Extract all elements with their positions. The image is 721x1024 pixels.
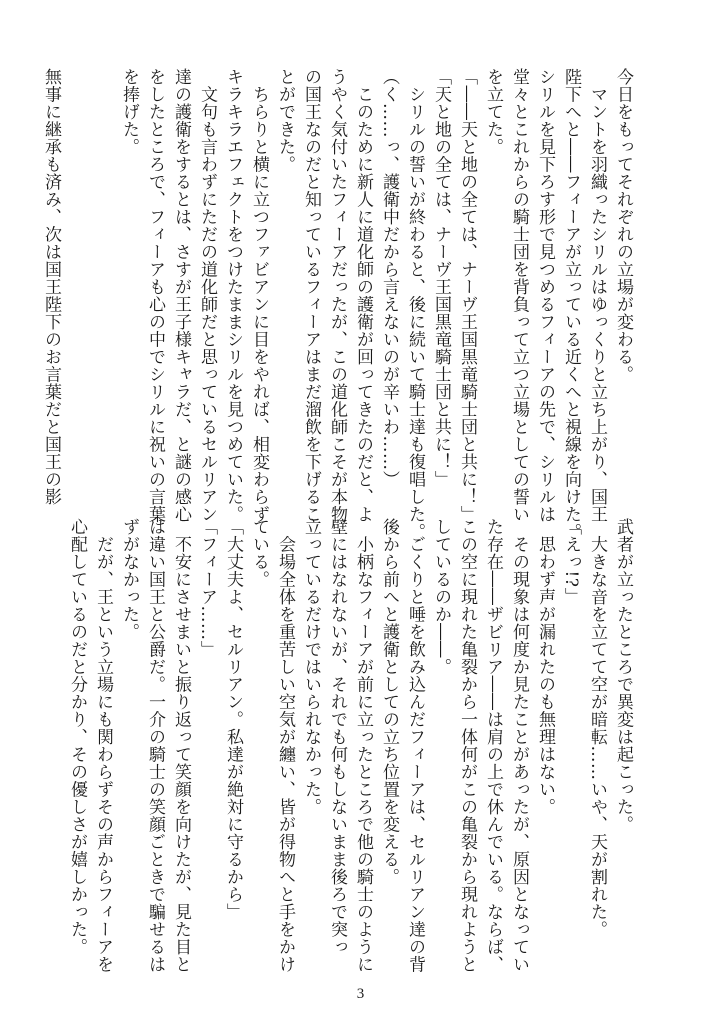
text-line: ごくりと唾を飲み込んだフィーアは、セルリアン達の背 <box>405 518 425 973</box>
text-line: この空に現れた亀裂から一体何がこの亀裂から現れようと <box>457 518 477 973</box>
text-line: た存在――ザビリア――は肩の上で休んでいる。ならば、 <box>483 518 503 973</box>
text-line: うやく気付いたフィーアだったが、この道化師こそが本物 <box>327 68 347 523</box>
text-line: 無事に継承も済み、次は国王陛下のお言葉だと国王の影 <box>41 68 61 506</box>
text-line: 思わず声が漏れたのも無理はない。 <box>535 518 555 816</box>
text-line: マントを羽織ったシリルはゆっくりと立ち上がり、国王 <box>587 68 607 523</box>
text-line: このために新人に道化師の護衛が回ってきたのだと、よ <box>353 68 373 523</box>
text-line: とができた。 <box>275 68 295 173</box>
text-line: 会場全体を重苦しい空気が纏い、皆が得物へと手をかけ <box>275 518 295 973</box>
text-line: だが、王という立場にも関わらずその声からフィーアを <box>93 518 113 973</box>
text-line: 「大丈夫よ、セルリアン。私達が絶対に守るから」 <box>223 518 243 921</box>
text-line: 壁にはなれないが、それでも何もしないまま後ろで突っ <box>327 518 347 956</box>
text-line: 不安にさせまいと振り返って笑顔を向けたが、見た目と <box>171 518 191 973</box>
text-line: 武者が立ったところで異変は起こった。 <box>613 518 633 833</box>
page-number: 3 <box>356 986 365 1002</box>
text-line: シリルを見下ろす形で見つめるフィーアの先で、シリルは <box>535 68 555 523</box>
text-line <box>90 68 116 488</box>
text-line: シリルの誓いが終わると、後に続いて騎士達も復唱した。 <box>405 68 425 541</box>
text-line: ている。 <box>249 518 269 588</box>
text-line: 達の護衛をするとは、さすが王子様キャラだ、と謎の感心 <box>171 68 191 523</box>
text-line: 「天と地の全ては、ナーヴ王国黒竜騎士団と共に！」 <box>431 68 451 488</box>
text-line: の国王なのだと知っているフィーアはまだ溜飲を下げるこ <box>301 68 321 523</box>
text-line: しているのか――。 <box>431 518 451 676</box>
text-line: 後から前へと護衛としての立ち位置を変える。 <box>379 518 399 886</box>
text-line: 堂々とこれからの騎士団を背負って立つ立場としての誓い <box>509 68 529 523</box>
text-line: 「フィーア……」 <box>197 518 217 658</box>
text-line: 文句も言わずにただの道化師だと思っているセルリアン <box>197 68 217 523</box>
text-line: 今日をもってそれぞれの立場が変わる。 <box>613 68 633 383</box>
text-line: 小柄なフィーアが前に立ったところで他の騎士のように <box>353 518 373 973</box>
text-line: （く……っ、護衛中だから言えないのが辛いわ……） <box>379 68 399 488</box>
text-line <box>64 68 90 488</box>
text-line: を立てた。 <box>483 68 503 156</box>
text-line: 立っているだけではいられなかった。 <box>301 518 321 816</box>
text-block-upper <box>41 68 636 541</box>
text-block-lower <box>67 518 636 973</box>
text-line: ずがなかった。 <box>119 518 139 641</box>
text-line: 大きな音を立てて空が暗転……いや、天が割れた。 <box>587 518 607 938</box>
text-line: を捧げた。 <box>119 68 139 156</box>
text-line: 「えっ!?」 <box>561 518 581 605</box>
text-line: キラキラエフェクトをつけたままシリルを見つめていた。 <box>223 68 243 523</box>
text-line: 陛下へと――フィーアが立っている近くへと視線を向けた。 <box>561 68 581 541</box>
text-line: は違い国王と公爵だ。一介の騎士の笑顔ごときで騙せるは <box>145 518 165 973</box>
text-line: その現象は何度か見たことがあったが、原因となってい <box>509 518 529 973</box>
text-line: 心配しているのだと分かり、その優しさが嬉しかった。 <box>67 518 87 956</box>
text-line: をしたところで、フィーアも心の中でシリルに祝いの言葉 <box>145 68 165 523</box>
text-line: ちらりと横に立つファビアンに目をやれば、相変わらず <box>249 68 269 523</box>
text-line: 「――天と地の全ては、ナーヴ王国黒竜騎士団と共に！」 <box>457 68 477 523</box>
